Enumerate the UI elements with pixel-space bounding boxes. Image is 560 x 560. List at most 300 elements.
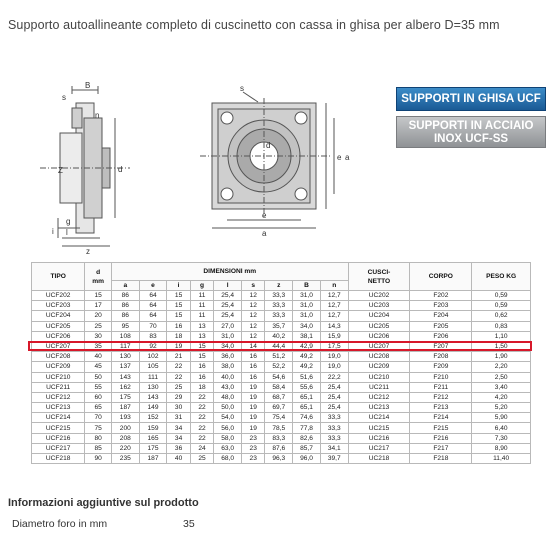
table-cell: 19 bbox=[167, 341, 190, 351]
table-cell: 33,3 bbox=[320, 433, 348, 443]
table-cell: 49,2 bbox=[293, 362, 321, 372]
table-cell: 5,20 bbox=[472, 403, 531, 413]
supporti-acciaio-button[interactable] bbox=[396, 116, 546, 148]
table-row bbox=[32, 433, 531, 443]
table-cell: 35,7 bbox=[265, 321, 293, 331]
table-cell: F211 bbox=[410, 382, 472, 392]
table-cell: F210 bbox=[410, 372, 472, 382]
table-cell: 11 bbox=[190, 311, 213, 321]
table-cell: 36 bbox=[167, 443, 190, 453]
table-cell: 17 bbox=[85, 301, 112, 311]
header-d-label: d bbox=[96, 268, 101, 276]
table-cell: UCF204 bbox=[32, 311, 85, 321]
table-cell: F204 bbox=[410, 311, 472, 321]
table-cell: 25 bbox=[190, 454, 213, 464]
table-cell: 25,4 bbox=[214, 291, 242, 301]
table-cell: 42,9 bbox=[293, 341, 321, 351]
table-cell: 149 bbox=[139, 403, 167, 413]
table-cell: UC207 bbox=[348, 341, 410, 351]
table-cell: 33,3 bbox=[265, 291, 293, 301]
table-cell: 16 bbox=[242, 362, 265, 372]
table-cell: 18 bbox=[167, 331, 190, 341]
table-cell: 39,7 bbox=[320, 454, 348, 464]
table-cell: 34,1 bbox=[320, 443, 348, 453]
table-cell: UC215 bbox=[348, 423, 410, 433]
table-cell: F214 bbox=[410, 413, 472, 423]
table-cell: UCF209 bbox=[32, 362, 85, 372]
table-cell: UCF203 bbox=[32, 301, 85, 311]
table-cell: 1,50 bbox=[472, 341, 531, 351]
table-cell: 31 bbox=[167, 413, 190, 423]
table-cell: F203 bbox=[410, 301, 472, 311]
table-cell: 25,4 bbox=[320, 403, 348, 413]
table-cell: 3,40 bbox=[472, 382, 531, 392]
table-cell: 16 bbox=[190, 362, 213, 372]
table-cell: 87,6 bbox=[265, 443, 293, 453]
dim-label-d-side: d bbox=[118, 165, 123, 174]
table-cell: 187 bbox=[139, 454, 167, 464]
table-cell: 162 bbox=[111, 382, 139, 392]
header-cuscinetto-line1: CUSCI- bbox=[367, 268, 391, 276]
table-cell: 51,6 bbox=[293, 372, 321, 382]
page-title: Supporto autoallineante completo di cuscinetto con cassa in ghisa per albero D=35 mm bbox=[8, 18, 500, 32]
table-cell: 165 bbox=[139, 433, 167, 443]
table-cell: 13 bbox=[190, 321, 213, 331]
table-cell: 30 bbox=[167, 403, 190, 413]
table-cell: F213 bbox=[410, 403, 472, 413]
table-cell: 12 bbox=[242, 331, 265, 341]
subheader-z-6: z bbox=[265, 281, 293, 291]
table-cell: 51,2 bbox=[265, 352, 293, 362]
table-cell: 35 bbox=[85, 341, 112, 351]
table-cell: 19 bbox=[242, 382, 265, 392]
table-cell: 65,1 bbox=[293, 392, 321, 402]
table-cell: 70 bbox=[139, 321, 167, 331]
table-cell: 22 bbox=[167, 372, 190, 382]
info-label-diametro: Diametro foro in mm bbox=[12, 518, 108, 530]
table-cell: 64 bbox=[139, 291, 167, 301]
table-cell: 15 bbox=[167, 301, 190, 311]
table-cell: 25 bbox=[85, 321, 112, 331]
table-cell: UCF208 bbox=[32, 352, 85, 362]
table-cell: 11,40 bbox=[472, 454, 531, 464]
table-cell: UC214 bbox=[348, 413, 410, 423]
table-cell: 75 bbox=[85, 423, 112, 433]
table-cell: 12 bbox=[242, 301, 265, 311]
table-row bbox=[32, 362, 531, 372]
table-cell: UC213 bbox=[348, 403, 410, 413]
table-cell: 6,40 bbox=[472, 423, 531, 433]
table-cell: 40 bbox=[85, 352, 112, 362]
table-cell: F209 bbox=[410, 362, 472, 372]
table-cell: 0,59 bbox=[472, 301, 531, 311]
table-row bbox=[32, 372, 531, 382]
table-row bbox=[32, 413, 531, 423]
table-cell: 175 bbox=[139, 443, 167, 453]
table-cell: 111 bbox=[139, 372, 167, 382]
table-cell: 102 bbox=[139, 352, 167, 362]
table-cell: UC217 bbox=[348, 443, 410, 453]
table-cell: F215 bbox=[410, 423, 472, 433]
table-cell: 143 bbox=[139, 392, 167, 402]
table-row bbox=[32, 403, 531, 413]
table-cell: 16 bbox=[242, 372, 265, 382]
table-cell: 0,59 bbox=[472, 291, 531, 301]
header-cuscinetto bbox=[348, 263, 410, 291]
table-cell: 60 bbox=[85, 392, 112, 402]
table-cell: 33,3 bbox=[265, 301, 293, 311]
subheader-e-1: e bbox=[139, 281, 167, 291]
table-header-row bbox=[32, 263, 531, 281]
header-dimensioni: DIMENSIONI mm bbox=[111, 263, 348, 281]
table-cell: 54,6 bbox=[265, 372, 293, 382]
table-cell: 14 bbox=[242, 341, 265, 351]
table-cell: 193 bbox=[111, 413, 139, 423]
table-cell: 8,90 bbox=[472, 443, 531, 453]
supporti-acciaio-label-line1: SUPPORTI IN ACCIAIO bbox=[408, 120, 534, 132]
table-cell: 65,1 bbox=[293, 403, 321, 413]
table-cell: UCF217 bbox=[32, 443, 85, 453]
table-cell: 34,0 bbox=[214, 341, 242, 351]
table-cell: 175 bbox=[111, 392, 139, 402]
table-cell: 22 bbox=[167, 362, 190, 372]
dim-label-e-vertical: e bbox=[337, 153, 342, 162]
table-cell: 11 bbox=[190, 291, 213, 301]
table-row bbox=[32, 443, 531, 453]
table-cell: 83 bbox=[139, 331, 167, 341]
table-cell: 208 bbox=[111, 433, 139, 443]
dim-label-s-side: s bbox=[62, 93, 66, 102]
table-cell: 15 bbox=[167, 291, 190, 301]
table-cell: UCF213 bbox=[32, 403, 85, 413]
table-cell: 22 bbox=[190, 413, 213, 423]
table-cell: 14,3 bbox=[320, 321, 348, 331]
table-row bbox=[32, 311, 531, 321]
table-cell: 31,0 bbox=[293, 311, 321, 321]
table-cell: 90 bbox=[85, 454, 112, 464]
table-cell: 22 bbox=[190, 392, 213, 402]
table-cell: 36,0 bbox=[214, 352, 242, 362]
table-cell: 86 bbox=[111, 311, 139, 321]
table-cell: UC206 bbox=[348, 331, 410, 341]
table-cell: 56,0 bbox=[214, 423, 242, 433]
table-cell: 15 bbox=[85, 291, 112, 301]
table-cell: 74,6 bbox=[293, 413, 321, 423]
table-cell: 40,2 bbox=[265, 331, 293, 341]
table-row bbox=[32, 382, 531, 392]
table-cell: UCF216 bbox=[32, 433, 85, 443]
dim-label-s-front: s bbox=[240, 84, 244, 93]
table-cell: 19,0 bbox=[320, 352, 348, 362]
table-cell: 15 bbox=[190, 352, 213, 362]
table-cell: 19 bbox=[242, 403, 265, 413]
table-cell: 52,2 bbox=[265, 362, 293, 372]
table-cell: F208 bbox=[410, 352, 472, 362]
table-cell: 27,0 bbox=[214, 321, 242, 331]
table-cell: UCF207 bbox=[32, 341, 85, 351]
table-cell: 159 bbox=[139, 423, 167, 433]
table-cell: 40,0 bbox=[214, 372, 242, 382]
table-cell: UC212 bbox=[348, 392, 410, 402]
table-cell: UC209 bbox=[348, 362, 410, 372]
table-cell: 2,20 bbox=[472, 362, 531, 372]
table-cell: 38,1 bbox=[293, 331, 321, 341]
table-cell: 85 bbox=[85, 443, 112, 453]
dim-label-l: l bbox=[66, 228, 68, 237]
table-cell: 96,3 bbox=[265, 454, 293, 464]
table-cell: 19 bbox=[242, 392, 265, 402]
table-cell: 117 bbox=[111, 341, 139, 351]
table-cell: 19 bbox=[242, 413, 265, 423]
table-cell: 86 bbox=[111, 301, 139, 311]
table-cell: UCF215 bbox=[32, 423, 85, 433]
table-cell: 13 bbox=[190, 331, 213, 341]
table-cell: 235 bbox=[111, 454, 139, 464]
info-section-title: Informazioni aggiuntive sul prodotto bbox=[8, 497, 199, 509]
subheader-i-2: i bbox=[167, 281, 190, 291]
table-cell: UC208 bbox=[348, 352, 410, 362]
supporti-ghisa-label: SUPPORTI IN GHISA UCF bbox=[401, 93, 541, 105]
table-cell: 20 bbox=[85, 311, 112, 321]
technical-drawing bbox=[0, 78, 370, 258]
dim-label-a-horizontal: a bbox=[262, 229, 267, 238]
table-cell: 22 bbox=[190, 403, 213, 413]
table-cell: 68,7 bbox=[265, 392, 293, 402]
table-cell: 143 bbox=[111, 372, 139, 382]
table-cell: 12 bbox=[242, 321, 265, 331]
table-cell: 152 bbox=[139, 413, 167, 423]
table-cell: UCF205 bbox=[32, 321, 85, 331]
header-d-unit: mm bbox=[92, 277, 104, 285]
table-cell: 55 bbox=[85, 382, 112, 392]
subheader-l-4: l bbox=[214, 281, 242, 291]
table-cell: 19 bbox=[242, 423, 265, 433]
table-cell: 80 bbox=[85, 433, 112, 443]
table-cell: 30 bbox=[85, 331, 112, 341]
table-cell: 82,6 bbox=[293, 433, 321, 443]
table-cell: 1,90 bbox=[472, 352, 531, 362]
table-cell: 95 bbox=[111, 321, 139, 331]
table-cell: 18 bbox=[190, 382, 213, 392]
table-cell: F216 bbox=[410, 433, 472, 443]
table-cell: UC216 bbox=[348, 433, 410, 443]
subheader-b-7: B bbox=[293, 281, 321, 291]
table-cell: 25 bbox=[167, 382, 190, 392]
table-row bbox=[32, 331, 531, 341]
table-row bbox=[32, 392, 531, 402]
table-cell: 77,8 bbox=[293, 423, 321, 433]
dim-label-n: n bbox=[95, 111, 100, 120]
table-cell: 17,5 bbox=[320, 341, 348, 351]
table-cell: 15,9 bbox=[320, 331, 348, 341]
table-cell: UCF212 bbox=[32, 392, 85, 402]
subheader-s-5: s bbox=[242, 281, 265, 291]
table-cell: F212 bbox=[410, 392, 472, 402]
table-cell: 25,4 bbox=[320, 382, 348, 392]
table-cell: 68,0 bbox=[214, 454, 242, 464]
table-cell: UCF214 bbox=[32, 413, 85, 423]
table-cell: UCF210 bbox=[32, 372, 85, 382]
table-cell: 83,3 bbox=[265, 433, 293, 443]
table-cell: 69,7 bbox=[265, 403, 293, 413]
table-cell: UC204 bbox=[348, 311, 410, 321]
table-cell: 4,20 bbox=[472, 392, 531, 402]
table-cell: 50 bbox=[85, 372, 112, 382]
dim-label-b: B bbox=[85, 81, 91, 90]
dim-label-z-side: Z bbox=[58, 166, 63, 175]
table-cell: 44,4 bbox=[265, 341, 293, 351]
table-cell: 45 bbox=[85, 362, 112, 372]
table-cell: 65 bbox=[85, 403, 112, 413]
side-view bbox=[40, 86, 130, 246]
table-cell: 0,83 bbox=[472, 321, 531, 331]
table-cell: 12 bbox=[242, 311, 265, 321]
subheader-a-0: a bbox=[111, 281, 139, 291]
table-cell: UC210 bbox=[348, 372, 410, 382]
table-cell: 58,4 bbox=[265, 382, 293, 392]
table-cell: F202 bbox=[410, 291, 472, 301]
table-cell: 24 bbox=[190, 443, 213, 453]
table-cell: UCF218 bbox=[32, 454, 85, 464]
table-cell: 38,0 bbox=[214, 362, 242, 372]
table-cell: F217 bbox=[410, 443, 472, 453]
table-cell: 16 bbox=[190, 372, 213, 382]
table-cell: 15 bbox=[167, 311, 190, 321]
table-cell: 21 bbox=[167, 352, 190, 362]
header-d bbox=[85, 263, 112, 291]
table-cell: 48,0 bbox=[214, 392, 242, 402]
table-cell: 22 bbox=[190, 433, 213, 443]
table-row bbox=[32, 291, 531, 301]
dim-label-i: i bbox=[52, 227, 54, 236]
table-cell: 63,0 bbox=[214, 443, 242, 453]
table-cell: 130 bbox=[111, 352, 139, 362]
subheader-g-3: g bbox=[190, 281, 213, 291]
header-peso: PESO KG bbox=[472, 263, 531, 291]
table-cell: 105 bbox=[139, 362, 167, 372]
table-cell: 85,7 bbox=[293, 443, 321, 453]
supporti-acciaio-label-line2: INOX UCF-SS bbox=[433, 133, 509, 145]
table-cell: UCF202 bbox=[32, 291, 85, 301]
table-cell: 29 bbox=[167, 392, 190, 402]
table-cell: 12,7 bbox=[320, 311, 348, 321]
table-cell: 22,2 bbox=[320, 372, 348, 382]
table-cell: 16 bbox=[167, 321, 190, 331]
table-cell: 50,0 bbox=[214, 403, 242, 413]
table-cell: 54,0 bbox=[214, 413, 242, 423]
table-cell: 22 bbox=[190, 423, 213, 433]
table-cell: 25,4 bbox=[214, 311, 242, 321]
table-cell: 5,90 bbox=[472, 413, 531, 423]
table-cell: 137 bbox=[111, 362, 139, 372]
table-cell: 33,3 bbox=[320, 423, 348, 433]
table-cell: F218 bbox=[410, 454, 472, 464]
info-value-diametro: 35 bbox=[183, 518, 195, 530]
table-cell: 16 bbox=[242, 352, 265, 362]
table-cell: 11 bbox=[190, 301, 213, 311]
table-row bbox=[32, 301, 531, 311]
table-cell: 12,7 bbox=[320, 291, 348, 301]
table-cell: 78,5 bbox=[265, 423, 293, 433]
table-cell: 108 bbox=[111, 331, 139, 341]
table-cell: 25,4 bbox=[214, 301, 242, 311]
table-cell: F206 bbox=[410, 331, 472, 341]
table-cell: UCF206 bbox=[32, 331, 85, 341]
table-cell: 1,10 bbox=[472, 331, 531, 341]
dimensions-table bbox=[31, 262, 531, 464]
table-cell: 220 bbox=[111, 443, 139, 453]
table-cell: 2,50 bbox=[472, 372, 531, 382]
table-cell: 31,0 bbox=[293, 291, 321, 301]
dim-label-z: z bbox=[86, 247, 90, 256]
table-cell: 86 bbox=[111, 291, 139, 301]
subheader-n-8: n bbox=[320, 281, 348, 291]
header-tipo: TIPO bbox=[32, 263, 85, 291]
table-row bbox=[32, 423, 531, 433]
table-cell: 12,7 bbox=[320, 301, 348, 311]
table-cell: 64 bbox=[139, 301, 167, 311]
dim-label-g: g bbox=[66, 217, 71, 226]
dim-label-d-front: d bbox=[266, 141, 271, 150]
front-view bbox=[200, 92, 334, 228]
table-cell: 55,6 bbox=[293, 382, 321, 392]
table-cell: 43,0 bbox=[214, 382, 242, 392]
table-cell: 15 bbox=[190, 341, 213, 351]
table-cell: F207 bbox=[410, 341, 472, 351]
table-cell: 130 bbox=[139, 382, 167, 392]
dim-label-a-vertical: a bbox=[345, 153, 350, 162]
table-cell: 31,0 bbox=[293, 301, 321, 311]
table-cell: 0,62 bbox=[472, 311, 531, 321]
table-cell: 70 bbox=[85, 413, 112, 423]
table-cell: 23 bbox=[242, 443, 265, 453]
table-cell: 75,4 bbox=[265, 413, 293, 423]
table-row bbox=[32, 454, 531, 464]
table-cell: 33,3 bbox=[265, 311, 293, 321]
table-cell: F205 bbox=[410, 321, 472, 331]
table-row bbox=[32, 341, 531, 351]
table-cell: UCF211 bbox=[32, 382, 85, 392]
dim-label-e-horizontal: e bbox=[262, 211, 267, 220]
table-cell: 19,0 bbox=[320, 362, 348, 372]
table-cell: 12 bbox=[242, 291, 265, 301]
table-cell: 25,4 bbox=[320, 392, 348, 402]
table-cell: 34 bbox=[167, 433, 190, 443]
table-cell: 33,3 bbox=[320, 413, 348, 423]
table-cell: UC205 bbox=[348, 321, 410, 331]
table-cell: UC202 bbox=[348, 291, 410, 301]
table-cell: 31,0 bbox=[214, 331, 242, 341]
table-cell: 40 bbox=[167, 454, 190, 464]
table-row bbox=[32, 321, 531, 331]
table-cell: 23 bbox=[242, 454, 265, 464]
table-cell: 187 bbox=[111, 403, 139, 413]
header-corpo: CORPO bbox=[410, 263, 472, 291]
table-cell: 34 bbox=[167, 423, 190, 433]
table-cell: 92 bbox=[139, 341, 167, 351]
table-cell: 34,0 bbox=[293, 321, 321, 331]
table-cell: 64 bbox=[139, 311, 167, 321]
table-row bbox=[32, 352, 531, 362]
table-cell: 7,30 bbox=[472, 433, 531, 443]
table-cell: 23 bbox=[242, 433, 265, 443]
table-cell: UC211 bbox=[348, 382, 410, 392]
table-cell: UC203 bbox=[348, 301, 410, 311]
supporti-ghisa-button[interactable] bbox=[396, 87, 546, 111]
table-cell: UC218 bbox=[348, 454, 410, 464]
table-cell: 58,0 bbox=[214, 433, 242, 443]
table-cell: 96,0 bbox=[293, 454, 321, 464]
